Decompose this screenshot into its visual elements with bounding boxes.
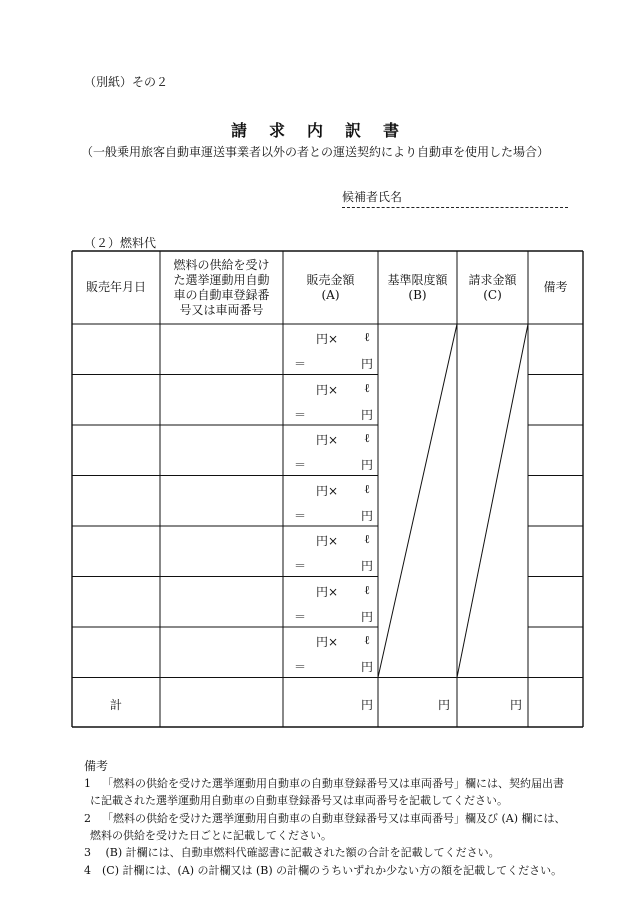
header-limit-amount: [378, 251, 457, 324]
total-label: 計: [110, 697, 123, 712]
appendix-label: （別紙）その２: [84, 75, 169, 89]
note-item: [84, 862, 562, 879]
sales-yen-unit: 円: [361, 407, 374, 422]
header-sale-date-line: 販売年月日: [85, 280, 146, 294]
sales-yen-unit: 円: [361, 508, 374, 523]
sales-yen-per-liter: 円×: [316, 382, 339, 397]
note-number: 1: [84, 777, 91, 790]
sales-liter-unit: ℓ: [364, 633, 370, 647]
sales-yen-unit: 円: [361, 357, 374, 371]
candidate-name-label: 候補者氏名: [342, 190, 403, 204]
header-limit-amount-line: (B): [408, 287, 427, 302]
sales-yen-unit: 円: [361, 660, 374, 674]
section-heading: （２）燃料代: [84, 236, 157, 250]
header-sales-amount: [283, 251, 378, 324]
header-remarks-line: 備考: [543, 280, 568, 294]
sales-equals: ＝: [294, 357, 307, 371]
header-remarks: [528, 251, 583, 324]
note-item: [84, 844, 500, 861]
note-number: 2: [84, 811, 91, 825]
sales-liter-unit: ℓ: [364, 582, 370, 597]
sales-equals: ＝: [294, 609, 307, 624]
sales-liter-unit: ℓ: [364, 481, 370, 496]
sales-yen-per-liter: 円×: [316, 534, 339, 548]
header-claim-amount-line: (C): [483, 287, 502, 302]
sales-yen-unit: 円: [361, 458, 374, 472]
sales-equals: ＝: [294, 508, 307, 523]
header-sales-amount-line: 販売金額: [306, 272, 355, 287]
header-sales-amount-line: (A): [321, 287, 340, 302]
sales-equals: ＝: [294, 458, 307, 472]
header-limit-amount-line: 基準限度額: [387, 272, 448, 287]
note-item: [84, 810, 566, 844]
header-vehicle-number-line: 燃料の供給を受け: [173, 257, 270, 272]
candidate-name-field[interactable]: [342, 207, 568, 208]
note-text-continued: 燃料の供給を受けた日ごとに記載してください。: [90, 828, 332, 842]
sales-yen-per-liter: 円×: [316, 433, 339, 447]
note-item: [84, 775, 564, 809]
note-text: (C) 計欄には、(A) の計欄又は (B) の計欄のうちいずれか少ない方の額を記載してください。: [102, 863, 563, 877]
note-text: (B) 計欄には、自動車燃料代確認書に記載された額の合計を記載してください。: [102, 846, 500, 859]
total-claim-yen: 円: [510, 697, 523, 712]
sales-liter-unit: ℓ: [364, 330, 370, 344]
note-text-continued: に記載された選挙運動用自動車の自動車登録番号又は車両番号を記載してください。: [90, 794, 508, 807]
header-vehicle-number: [160, 251, 283, 324]
header-claim-amount-line: 請求金額: [468, 272, 517, 287]
header-vehicle-number-line: 号又は車両番号: [179, 302, 264, 317]
header-vehicle-number-line: 車の自動車登録番: [173, 287, 270, 302]
note-number: 4: [84, 863, 91, 877]
page-subtitle: （一般乗用旅客自動車運送事業者以外の者との運送契約により自動車を使用した場合）: [80, 145, 549, 159]
diagonal-strike-claim: [457, 324, 528, 678]
header-claim-amount: [457, 251, 528, 324]
sales-yen-unit: 円: [361, 559, 374, 573]
sales-equals: ＝: [294, 660, 307, 674]
header-vehicle-number-line: た選挙運動用自動: [173, 272, 270, 287]
notes-title: 備考: [84, 759, 109, 773]
sales-equals: ＝: [294, 559, 307, 573]
sales-yen-per-liter: 円×: [316, 483, 339, 498]
note-text: 「燃料の供給を受けた選挙運動用自動車の自動車登録番号又は車両番号」欄には、契約届出書: [102, 777, 564, 790]
diagonal-strike-limit: [378, 324, 457, 678]
sales-yen-per-liter: 円×: [316, 635, 339, 649]
note-number: 3: [84, 846, 91, 859]
sales-liter-unit: ℓ: [364, 380, 370, 395]
header-sale-date: [72, 251, 160, 324]
note-text: 「燃料の供給を受けた選挙運動用自動車の自動車登録番号又は車両番号」欄及び (A) 欄には、: [102, 811, 566, 825]
sales-liter-unit: ℓ: [364, 532, 370, 546]
sales-liter-unit: ℓ: [364, 431, 370, 445]
total-sales-yen: 円: [361, 697, 374, 712]
total-limit-yen: 円: [438, 697, 451, 712]
sales-yen-per-liter: 円×: [316, 584, 339, 599]
sales-equals: ＝: [294, 407, 307, 422]
sales-yen-unit: 円: [361, 609, 374, 624]
page-title: 請求内訳書: [230, 121, 421, 140]
sales-yen-per-liter: 円×: [316, 332, 339, 346]
